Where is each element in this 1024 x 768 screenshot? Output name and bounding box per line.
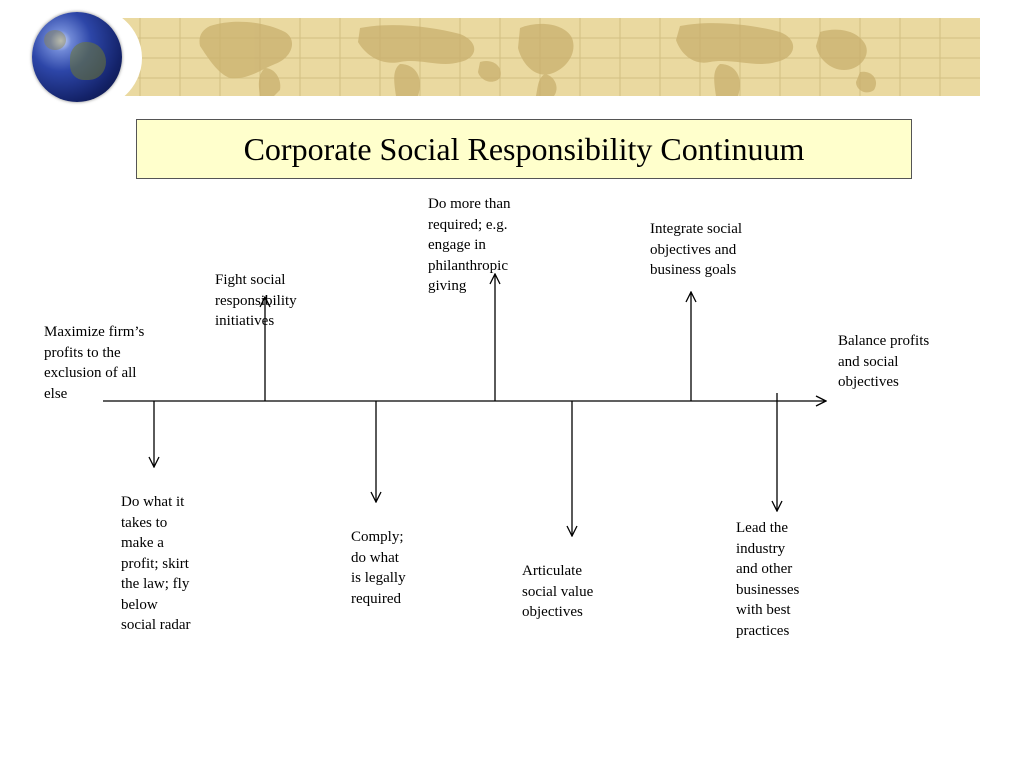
label-do-what-it-takes: Do what it takes to make a profit; skirt the law; fly below social radar (121, 494, 191, 633)
label-do-more: Do more than required; e.g. engage in philanthropic giving (428, 196, 511, 294)
label-articulate: Articulate social value objectives (522, 563, 594, 620)
slide-title: Corporate Social Responsibility Continuum (136, 119, 912, 179)
label-maximize-profits: Maximize firm’s profits to the exclusion of all else (44, 324, 145, 402)
label-fight-social: Fight social responsibility initiatives (215, 272, 297, 329)
label-balance-profits: Balance profits and social objectives (838, 333, 930, 390)
label-lead-industry: Lead the industry and other businesses with best practices (736, 520, 800, 639)
label-comply: Comply; do what is legally required (351, 529, 406, 607)
label-integrate: Integrate social objectives and business goals (650, 221, 743, 278)
